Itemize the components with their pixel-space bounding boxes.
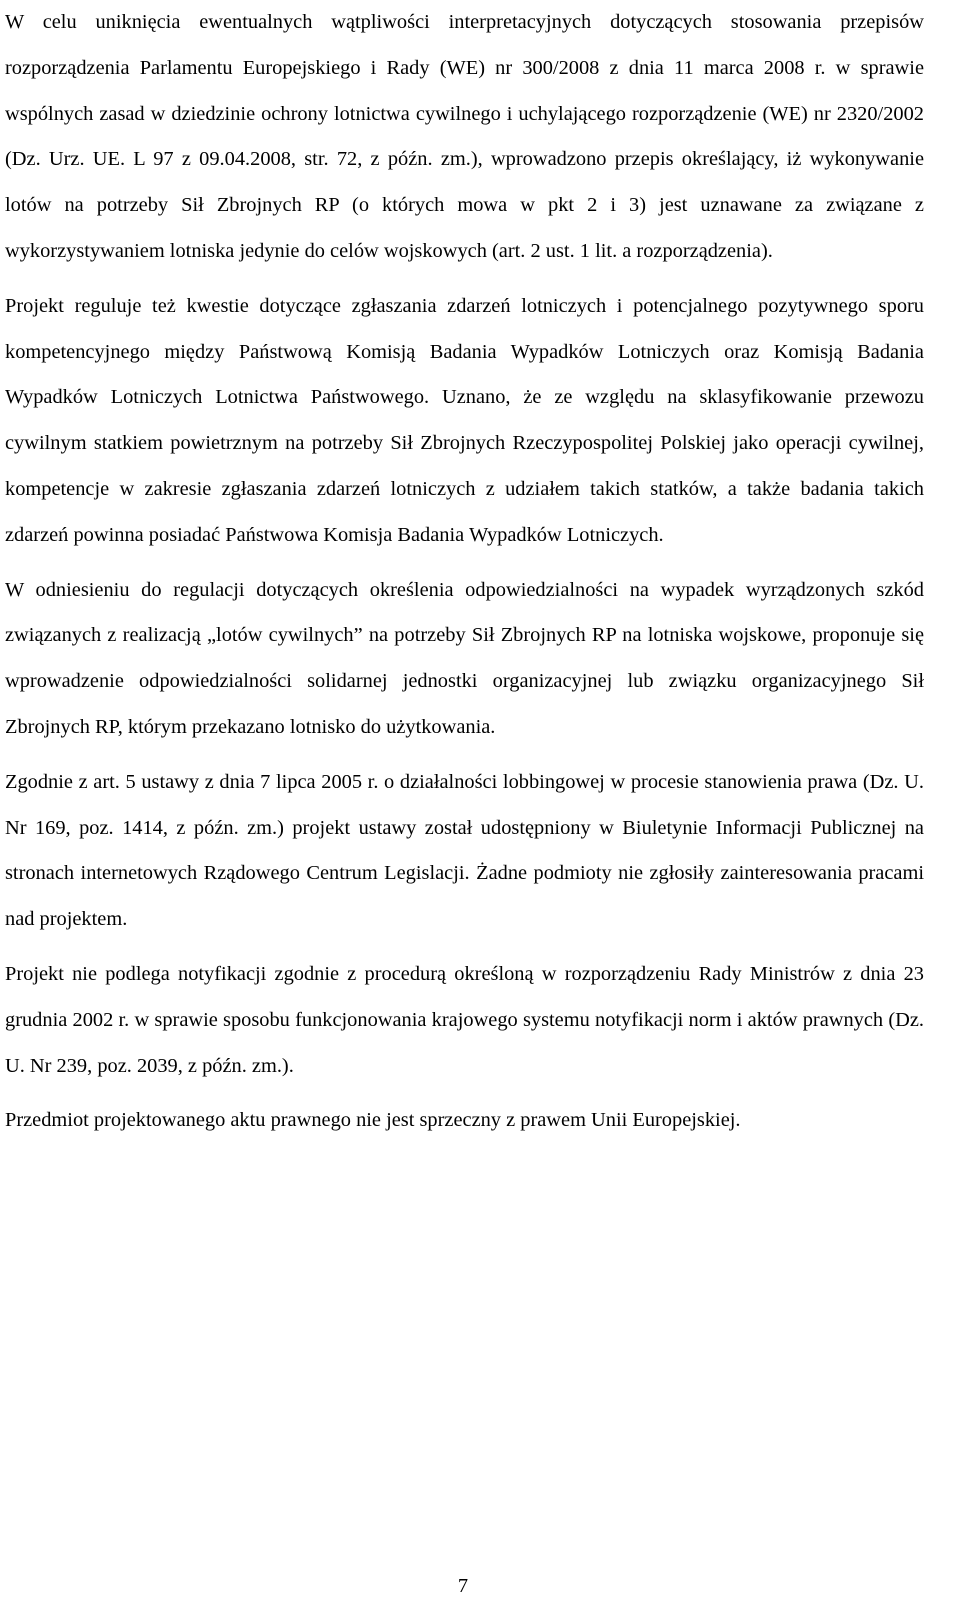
paragraph-notification: Projekt nie podlega notyfikacji zgodnie z procedurą określoną w rozporządzeniu Rady Ministrów z dnia 23 grudnia 2002 r. w sprawie sposobu funkcjonowania krajowego systemu notyfikacji norm i aktów prawnych (Dz. U. Nr 239, poz. 2039, z późn. zm.). [5, 962, 924, 1077]
page-number: 7 [457, 1575, 469, 1597]
document-page [5, 0, 924, 1144]
paragraph-eu-law: Przedmiot projektowanego aktu prawnego nie jest sprzeczny z prawem Unii Europejskiej. [5, 1109, 741, 1132]
paragraph-lobbying: Zgodnie z art. 5 ustawy z dnia 7 lipca 2005 r. o działalności lobbingowej w procesie stanowienia prawa (Dz. U. Nr 169, poz. 1414, z późn. zm.) projekt ustawy został udostępniony w Biuletynie Informacji Publicznej na stronach internetowych Rządowego Centrum Legislacji. Żadne podmioty nie zgłosiły zainteresowania pracami nad projektem. [5, 770, 924, 931]
paragraph-aviation-incidents: Projekt reguluje też kwestie dotyczące zgłaszania zdarzeń lotniczych i potencjalnego pozytywnego sporu kompetencyjnego między Państwową Komisją Badania Wypadków Lotniczych oraz Komisją Badania Wypadków Lotniczych Lotnictwa Państwowego. Uznano, że ze względu na sklasyfikowanie przewozu cywilnym statkiem powietrznym na potrzeby Sił Zbrojnych Rzeczypospolitej Polskiej jako operacji cywilnej, kompetencje w zakresie zgłaszania zdarzeń lotniczych z udziałem takich statków, a także badania takich zdarzeń powinna posiadać Państwowa Komisja Badania Wypadków Lotniczych. [5, 294, 924, 546]
paragraph-regulation-300-2008: W celu uniknięcia ewentualnych wątpliwości interpretacyjnych dotyczących stosowania przepisów rozporządzenia Parlamentu Europejskiego i Rady (WE) nr 300/2008 z dnia 11 marca 2008 r. w sprawie wspólnych zasad w dziedzinie ochrony lotnictwa cywilnego i uchylającego rozporządzenie (WE) nr 2320/2002 (Dz. Urz. UE. L 97 z 09.04.2008, str. 72, z późn. zm.), wprowadzono przepis określający, iż wykonywanie lotów na potrzeby Sił Zbrojnych RP (o których mowa w pkt 2 i 3) jest uznawane za związane z wykorzystywaniem lotniska jedynie do celów wojskowych (art. 2 ust. 1 lit. a rozporządzenia). [5, 11, 924, 262]
paragraph-liability: W odniesieniu do regulacji dotyczących określenia odpowiedzialności na wypadek wyrządzonych szkód związanych z realizacją „lotów cywilnych” na potrzeby Sił Zbrojnych RP na lotniska wojskowe, proponuje się wprowadzenie odpowiedzialności solidarnej jednostki organizacyjnej lub związku organizacyjnego Sił Zbrojnych RP, którym przekazano lotnisko do użytkowania. [5, 578, 924, 738]
